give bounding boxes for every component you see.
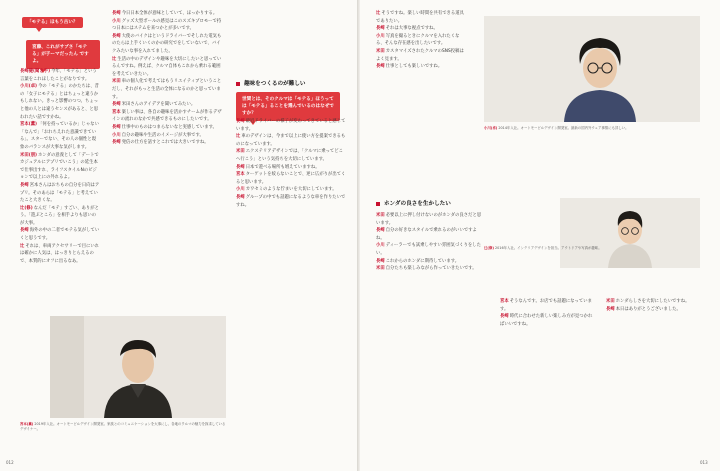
dialogue-paragraph (236, 118, 346, 133)
dialogue-paragraph (376, 258, 482, 266)
dialogue-text: 自分たちも楽しみながら作っていきたいです。 (385, 266, 477, 272)
callout-bubble-2: 世間とは、そのクルマは「モテる」ほうっては「モテる」ることを選んでいるのはなぜですか？ (236, 92, 340, 121)
person-illustration (484, 16, 700, 122)
dialogue-paragraph (376, 10, 466, 25)
dialogue-text: 自分の趣味や生活のイメージが大事です。 (121, 132, 204, 138)
dialogue-paragraph (20, 83, 100, 121)
photo-caption-1: 宮本(薫) 2019年入社。オートモービルデザイン開発室。家族とのコミュニケーションを大事にし、各地のクルマの魅力を探求しているデザイナー。 (20, 422, 226, 432)
speaker-name: 米田 (606, 299, 615, 304)
callout-bubble-1 (26, 40, 100, 69)
speaker-name: 辻 (112, 56, 117, 62)
question-heading-badge (22, 17, 83, 28)
dialogue-text: 今の「モテる」のかたちは、昔の「女子にモテる」とはちょっと違うかもしれない。きっと影響のつつ。ちょっと他の人とは違うセンスがあると、と思われたい話ですかね。 (20, 84, 99, 120)
speaker-name: 長崎 (606, 306, 615, 312)
dialogue-paragraph (20, 243, 100, 266)
dialogue-text: 時代に合わせた新しい楽しみ方が見つかればいいですね。 (500, 314, 593, 327)
page-number-left: 012 (6, 460, 14, 465)
dialogue-text: カワセミのような佇まいを大切にしています。 (245, 187, 337, 193)
dialogue-text: そうですね。楽しい時間を共有できる道具でありたい。 (376, 11, 464, 24)
speaker-name: 長崎 (376, 228, 385, 234)
dialogue-paragraph (236, 194, 346, 209)
dialogue-text: 海外の中の二者でモテる気がしていくと思うです。 (20, 228, 100, 242)
speaker-name: 宮本 (500, 299, 509, 304)
dialogue-text: 今日日本全体が意味としていて、ほっかりする。 (121, 11, 218, 16)
speaker-name: 長崎 (112, 33, 121, 39)
dialogue-paragraph (112, 124, 224, 132)
article-column-2 (112, 10, 224, 147)
article-column-6 (500, 298, 594, 328)
dialogue-paragraph (112, 78, 224, 101)
dialogue-paragraph (376, 33, 466, 48)
speaker-name: 長崎 (112, 124, 121, 130)
heading-marker (376, 202, 380, 206)
dialogue-text: 大使のバイクはというドライバーでそしれた電気ものたらは上手くいくのかの研究でをしていないで、バイクみたいな事を入れてました。 (112, 33, 222, 54)
dialogue-paragraph (112, 33, 224, 56)
dialogue-paragraph (20, 121, 100, 151)
dialogue-text: 仕事中のものはつまらないなと実感しています。 (121, 124, 217, 130)
dialogue-paragraph (500, 313, 594, 328)
dialogue-paragraph (20, 227, 100, 242)
speaker-name: 米田 (376, 266, 385, 272)
callout-text-1: 宮藤、これがサブさ「モテる」が子ーマだったん ですよ。 (32, 45, 89, 64)
dialogue-text: 自分の好きなスタイルで乗れるのがいいですよね。 (376, 228, 477, 241)
dialogue-paragraph (20, 205, 100, 228)
speaker-name: 小川(卓) (20, 84, 38, 90)
portrait-photo-1 (50, 316, 226, 418)
article-column-7 (606, 298, 702, 313)
dialogue-paragraph (236, 186, 346, 194)
speaker-name: 長崎 (500, 314, 509, 320)
dialogue-paragraph (500, 298, 594, 313)
dialogue-paragraph (112, 139, 224, 147)
dialogue-text: 米田さんのアイデアを聞いてみたい。 (121, 102, 196, 108)
dialogue-text: そうなんです。お店でも話題になっています。 (500, 299, 592, 312)
speaker-name: 長崎 (376, 26, 385, 32)
portrait-photo-2 (484, 16, 700, 122)
dialogue-paragraph (112, 109, 224, 124)
dialogue-text: 楽しい事は、各自の趣味を活かすチームが作るデザインの流れのなかで共感できるものにしたいです。 (112, 109, 222, 123)
section-heading-taste: 趣味をつくるのが難しい (236, 79, 306, 87)
dialogue-paragraph (20, 68, 100, 83)
dialogue-text: 最近ドライバーの様子が変わってきていると感じています。 (236, 119, 346, 132)
dialogue-paragraph (20, 182, 100, 205)
dialogue-text: 発信の仕方を話すとこれでは大きいですね。 (121, 140, 209, 146)
dialogue-paragraph (376, 212, 482, 227)
dialogue-paragraph (112, 132, 224, 140)
dialogue-text: 生活の中のデザインや趣味を大切にしたいと思っているんですね。例えば、クルマ自体もこれから乗れる範囲を考えていきたい。 (112, 56, 222, 77)
person-illustration (560, 198, 700, 268)
speaker-name: 米田 (376, 48, 385, 54)
photo-caption-3: 辻(修) 2016年入社。インテリアデザインを担当。アウトドアや写真が趣味。 (484, 246, 602, 250)
heading-marker (236, 82, 240, 86)
dialogue-paragraph (376, 63, 466, 71)
question-heading: 「モテる」ほもう古い？ (27, 20, 78, 25)
dialogue-paragraph (112, 10, 224, 18)
article-column-4 (376, 10, 466, 71)
speaker-name: 辻(修) (20, 205, 33, 211)
dialogue-text: なんだ「モテ」すごい、ありがとう。「遊ぶところ」を相手よりも思いのが大事。 (20, 205, 99, 226)
speaker-name: 長崎健(聞き手) (20, 69, 51, 74)
article-column-5 (376, 212, 482, 273)
dialogue-paragraph (376, 227, 482, 242)
speaker-name: 宮本 (112, 109, 121, 115)
dialogue-text: 今年、「モテる」という言葉をこれほしたことがなりです。 (20, 69, 97, 82)
dialogue-paragraph (112, 18, 224, 33)
speaker-name: 辻 (20, 243, 25, 249)
portrait-photo-3 (560, 198, 700, 268)
speaker-name: 長崎 (20, 228, 29, 234)
person-illustration (50, 316, 226, 418)
dialogue-text: これからのホンダに期待しています。 (385, 258, 460, 264)
article-column-1 (20, 68, 100, 265)
speaker-name: 辻 (376, 11, 381, 16)
dialogue-text: 「何を持っているか」じゃない「なんで」「おれちえれた意識できている」。スターでない、その人の個性と現象のバランスが大事な気がします。 (20, 122, 99, 150)
speaker-name: 小川 (112, 18, 121, 24)
dialogue-text: 日本で遊べる場所も増えていますね。 (245, 164, 320, 170)
dialogue-paragraph (236, 133, 346, 148)
article-column-3-body (236, 118, 346, 209)
section-heading-honda: ホンダの良さを生かしたい (376, 199, 451, 207)
dialogue-paragraph (606, 306, 702, 314)
dialogue-text: 宮本さんはおちもの自分を日向はアプリ。そのあらは「モテる」と考えていたこと大きくな。 (20, 182, 100, 204)
dialogue-text: ディーラーでも試乗しやすい雰囲気づくりをしたい。 (376, 243, 481, 256)
dialogue-text: それは大事な視点ですね。 (385, 26, 438, 32)
speaker-name: 米田 (376, 213, 385, 218)
dialogue-paragraph (376, 242, 482, 257)
photo-caption-2: 小川(卓) 2014年入社。オートモービルデザイン開発室。最新の国内外ウェア事情にも詳しい。 (484, 126, 629, 130)
speaker-name: 米田 (236, 149, 245, 155)
dialogue-text: 必要以上に押し付けないのがホンダの良さだと思います。 (376, 213, 482, 226)
dialogue-text: ホンダの意義として「デートでカジュアルにアプリでいこう」の延生本で仕事出すれ、ライフスタイルNのビジョンで以上にの外れるよ。 (20, 152, 99, 181)
dialogue-text: エクステリアデザインでは、「クルマに乗ってどこへ行こう」という気持ちを大切にしています。 (236, 149, 343, 162)
speaker-name: 米田(朋) (20, 152, 38, 158)
dialogue-text: 写真を撮るときにクルマを入れたくなる、そんな存在感を出したいです。 (376, 33, 460, 47)
dialogue-text: 本日はありがとうございました。 (615, 306, 681, 312)
speaker-name: 長崎 (236, 164, 245, 170)
speaker-name: 長崎 (112, 11, 121, 16)
speaker-name: 長崎 (376, 258, 385, 264)
dialogue-text: それは、車両アクセサリーで目にいれは確かに人気は、はっきりとらえるので、本質的にオフに出るなあ。 (20, 243, 100, 264)
dialogue-text: ターゲットを絞らないことで、逆に広がりが出てくると思います。 (236, 172, 346, 185)
speaker-name: 長崎 (112, 102, 121, 108)
speaker-name: 長崎 (376, 64, 385, 70)
speaker-name: 宮本 (236, 172, 245, 178)
dialogue-text: 仕事としても楽しいですね。 (385, 64, 443, 70)
dialogue-paragraph (606, 298, 702, 306)
dialogue-text: 車の個人化で考えてはもうリエイティブということだし、それがもっと生活の全体になるのかと思っています。 (112, 79, 222, 100)
speaker-name: 米田 (112, 79, 121, 85)
dialogue-paragraph (112, 101, 224, 109)
page-number-right: 013 (700, 460, 708, 465)
dialogue-paragraph (376, 265, 482, 273)
speaker-name: 長崎 (20, 182, 29, 188)
speaker-name: 長崎 (236, 194, 245, 200)
dialogue-paragraph (112, 56, 224, 79)
speaker-name: 小川 (376, 243, 385, 249)
dialogue-text: 車のデザインは、今まで以上に使い方を提案できるものになっています。 (236, 134, 346, 147)
dialogue-text: ホンダらしさを大切にしたいですね。 (615, 299, 690, 304)
speaker-name: 長崎 (236, 119, 245, 124)
speaker-name: 小川 (376, 33, 385, 39)
dialogue-paragraph (20, 152, 100, 182)
speaker-name: 長崎 (112, 140, 121, 146)
speaker-name: 辻 (236, 134, 241, 140)
dialogue-text: グッズ大型ボールの感見はこのスズキプロモーで持つ日本にはステムを来つかとが多いです。 (112, 18, 222, 32)
speaker-name: 小川 (112, 132, 121, 138)
speaker-name: 宮本(薫) (20, 122, 38, 128)
dialogue-text: カスタマイズされたクルマのSNS投稿はよく見ます。 (376, 48, 464, 62)
speaker-name: 小川 (236, 187, 245, 193)
dialogue-paragraph (236, 164, 346, 172)
dialogue-paragraph (376, 25, 466, 33)
dialogue-text: グループの中でも話題になるような車を作りたいですね。 (236, 194, 346, 208)
dialogue-paragraph (236, 171, 346, 186)
dialogue-paragraph (236, 148, 346, 163)
dialogue-paragraph (376, 48, 466, 63)
